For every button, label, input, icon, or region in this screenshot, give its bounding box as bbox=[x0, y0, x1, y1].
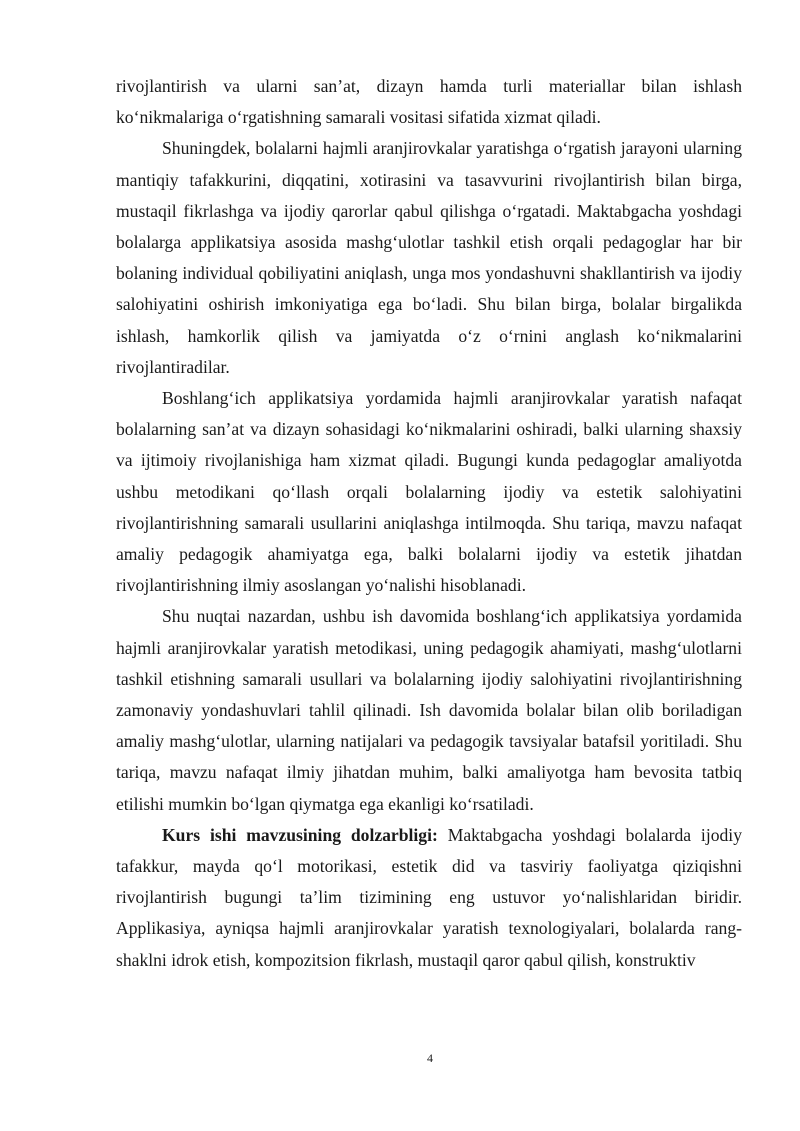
section-heading-inline: Kurs ishi mavzusining dolzarbligi: bbox=[162, 824, 438, 845]
paragraph-text: Maktabgacha yoshdagi bolalarda ijodiy tafakkur, mayda qo‘l motorikasi, estetik did va tasviriy faoliyatga qiziqishni rivojlantirish bugungi ta’lim tizimining eng ustuvor yo‘nalishlaridan biridir. Applikasiya, ayniqsa hajmli aranjirovkalar yaratish texnologiyalari, bolalarda rang-shaklni idrok etish, kompozitsion fikrlash, mustaqil qaror qabul qilish, konstruktiv bbox=[116, 824, 742, 970]
paragraph-text: Shuningdek, bolalarni hajmli aranjirovkalar yaratishga o‘rgatish jarayoni ularning mantiqiy tafakkurini, diqqatini, xotirasini va tasavvurini rivojlantirish bilan birga, mustaqil fikrlashga va ijodiy qarorlar qabul qilishga o‘rgatadi. Maktabgacha yoshdagi bolalarga applikatsiya asosida mashg‘ulotlar tashkil etish orqali pedagoglar har bir bolaning individual qobiliyatini aniqlash, unga mos yondashuvni shakllantirish va ijodiy salohiyatini oshirish imkoniyatiga ega bo‘ladi. Shu bilan birga, bolalar birgalikda ishlash, hamkorlik qilish va jamiyatda o‘z o‘rnini anglash ko‘nikmalarini rivojlantiradilar. bbox=[116, 138, 742, 377]
paragraph bbox=[116, 383, 742, 601]
paragraph-relevance bbox=[116, 820, 742, 976]
paragraph-continuation bbox=[116, 71, 742, 133]
paragraph bbox=[116, 133, 742, 383]
paragraph-text: rivojlantirish va ularni san’at, dizayn hamda turli materiallar bilan ishlash ko‘nikmalariga o‘rgatishning samarali vositasi sifatida xizmat qiladi. bbox=[116, 76, 742, 128]
paragraph-text: Shu nuqtai nazardan, ushbu ish davomida boshlang‘ich applikatsiya yordamida hajmli aranjirovkalar yaratish metodikasi, uning pedagogik ahamiyati, mashg‘ulotlarni tashkil etishning samarali usullari va bolalarning ijodiy salohiyatini rivojlantirishning zamonaviy yondashuvlari tahlil qilinadi. Ish davomida bolalar bilan olib boriladigan amaliy mashg‘ulotlar, ularning natijalari va pedagogik tavsiyalar batafsil yoritiladi. Shu tariqa, mavzu nafaqat ilmiy jihatdan muhim, balki amaliyotga ham bevosita tatbiq etilishi mumkin bo‘lgan qiymatga ega ekanligi ko‘rsatiladi. bbox=[116, 606, 742, 814]
paragraph-text: Boshlang‘ich applikatsiya yordamida hajmli aranjirovkalar yaratish nafaqat bolalarning san’at va dizayn sohasidagi ko‘nikmalarini oshiradi, balki ularning shaxsiy va ijtimoiy rivojlanishiga ham xizmat qiladi. Bugungi kunda pedagoglar amaliyotda ushbu metodikani qo‘llash orqali bolalarning ijodiy va estetik salohiyatini rivojlantirishning samarali usullarini aniqlashga intilmoqda. Shu tariqa, mavzu nafaqat amaliy pedagogik ahamiyatga ega, balki bolalarni ijodiy va estetik jihatdan rivojlantirishning ilmiy asoslangan yo‘nalishi hisoblanadi. bbox=[116, 388, 742, 596]
page-number: 4 bbox=[427, 1051, 433, 1065]
document-page bbox=[116, 71, 742, 976]
paragraph bbox=[116, 601, 742, 819]
